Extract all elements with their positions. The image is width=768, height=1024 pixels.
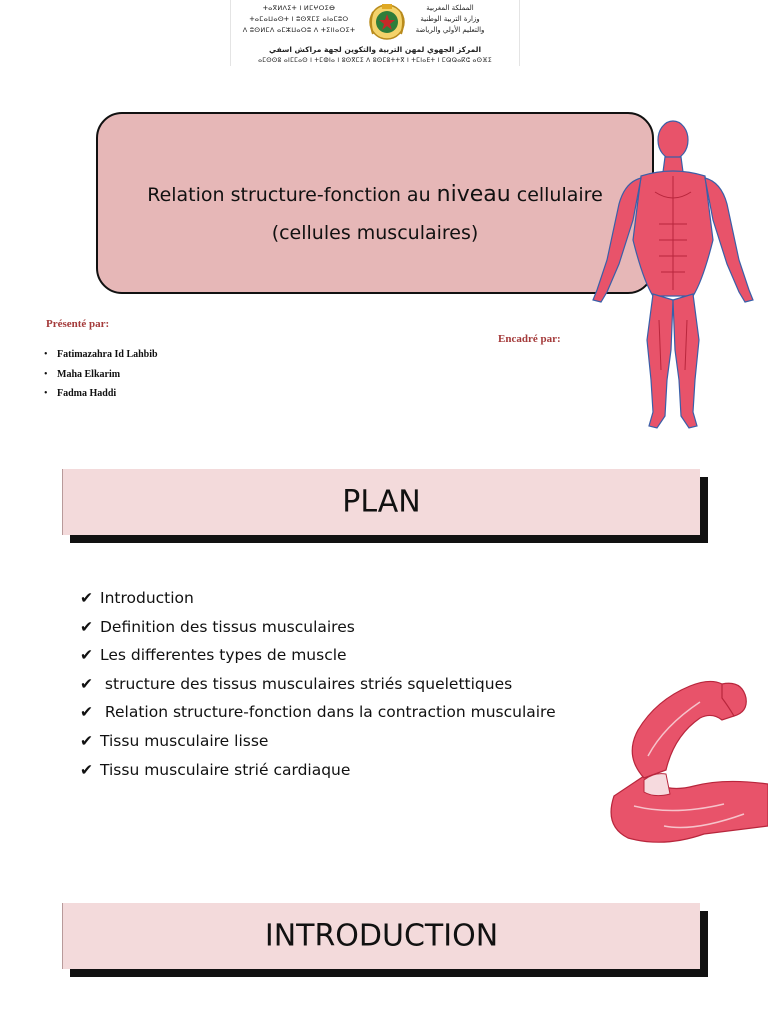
plan-item [80,646,556,675]
plan-heading: PLAN [342,484,421,520]
tifinagh-line-2: ⵜⴰⵎⴰⵡⴰⵙⵜ ⵏ ⵓⵙⴳⵎⵉ ⴰⵏⴰⵎⵓⵔ [249,15,349,23]
logo-arabic-text [387,3,513,36]
title-line-1 [98,182,652,207]
check-icon: ✔ [80,674,93,693]
arm-muscle-icon [604,676,768,850]
check-icon: ✔ [80,760,93,779]
plan-item-text: Tissu musculaire strié cardiaque [100,760,351,779]
check-icon: ✔ [80,703,93,722]
arabic-line-2: وزارة التربية الوطنية [420,15,480,23]
check-icon: ✔ [80,731,93,750]
introduction-banner [62,903,700,969]
check-icon: ✔ [80,617,93,636]
title-suffix: cellulaire [510,184,603,206]
plan-item [80,618,556,647]
arabic-line-1: المملكة المغربية [426,4,474,12]
title-emphasis: niveau [436,182,511,207]
tifinagh-center-name: ⴰⵎⵙⵙⵓ ⴰⵏⵎⵎⴰⵙ ⵏ ⵜⵎⵀⵏⴰ ⵏ ⵓⵙⴳⵎⵉ ⴷ ⵓⵙⵎⵓⵜⵜⴳ ⵏ ⵜⵎⵏⴰⴹⵜ ⵏ ⵎⵕⵕⴰⴽⵛ ⴰⵙⴼⵉ [258,57,492,64]
plan-item [80,761,556,790]
plan-item-text: structure des tissus musculaires striés squelettiques [100,674,513,693]
muscular-body-icon [585,120,761,434]
supervised-by-label: Encadré par: [498,333,561,345]
plan-banner [62,469,700,535]
plan-item [80,589,556,618]
plan-item [80,732,556,761]
plan-item-text: Definition des tissus musculaires [100,617,355,636]
introduction-heading: INTRODUCTION [264,918,499,954]
presenter-item: • Maha Elkarim [44,369,158,389]
plan-item [80,703,556,732]
plan-list [80,589,556,789]
plan-item [80,675,556,704]
plan-item-text: Les differentes types de muscle [100,646,347,665]
check-icon: ✔ [80,589,93,607]
tifinagh-line-3: ⴷ ⵓⵙⵍⵎⴷ ⴰⵎⵣⵡⴰⵔⵓ ⴷ ⵜⵉⵏⵏⴰⵔⵉⵜ [242,26,356,34]
logo-tifinagh-text [237,3,361,36]
tifinagh-line-1: ⵜⴰⴳⵍⴷⵉⵜ ⵏ ⵍⵎⵖⵔⵉⴱ [262,4,336,12]
presenter-item: • Fadma Haddi [44,388,158,408]
presenter-list [44,349,158,408]
presenter-item: • Fatimazahra Id Lahbib [44,349,158,369]
arabic-line-3: والتعليم الأولي والرياضة [415,26,485,34]
arabic-center-name: المركز الجهوي لمهن التربية والتكوين لجهة مراكش اسفي [268,45,482,54]
presented-by-label: Présenté par: [46,318,110,330]
title-prefix: Relation structure-fonction au [147,184,437,206]
plan-item-text: Relation structure-fonction dans la contraction musculaire [100,703,556,722]
plan-item-text: Introduction [100,589,194,607]
title-box [96,112,654,294]
check-icon: ✔ [80,646,93,665]
institution-logo-header [230,0,520,66]
logo-bottom-text [235,44,515,66]
title-line-2: (cellules musculaires) [271,222,479,244]
plan-item-text: Tissu musculaire lisse [100,731,269,750]
